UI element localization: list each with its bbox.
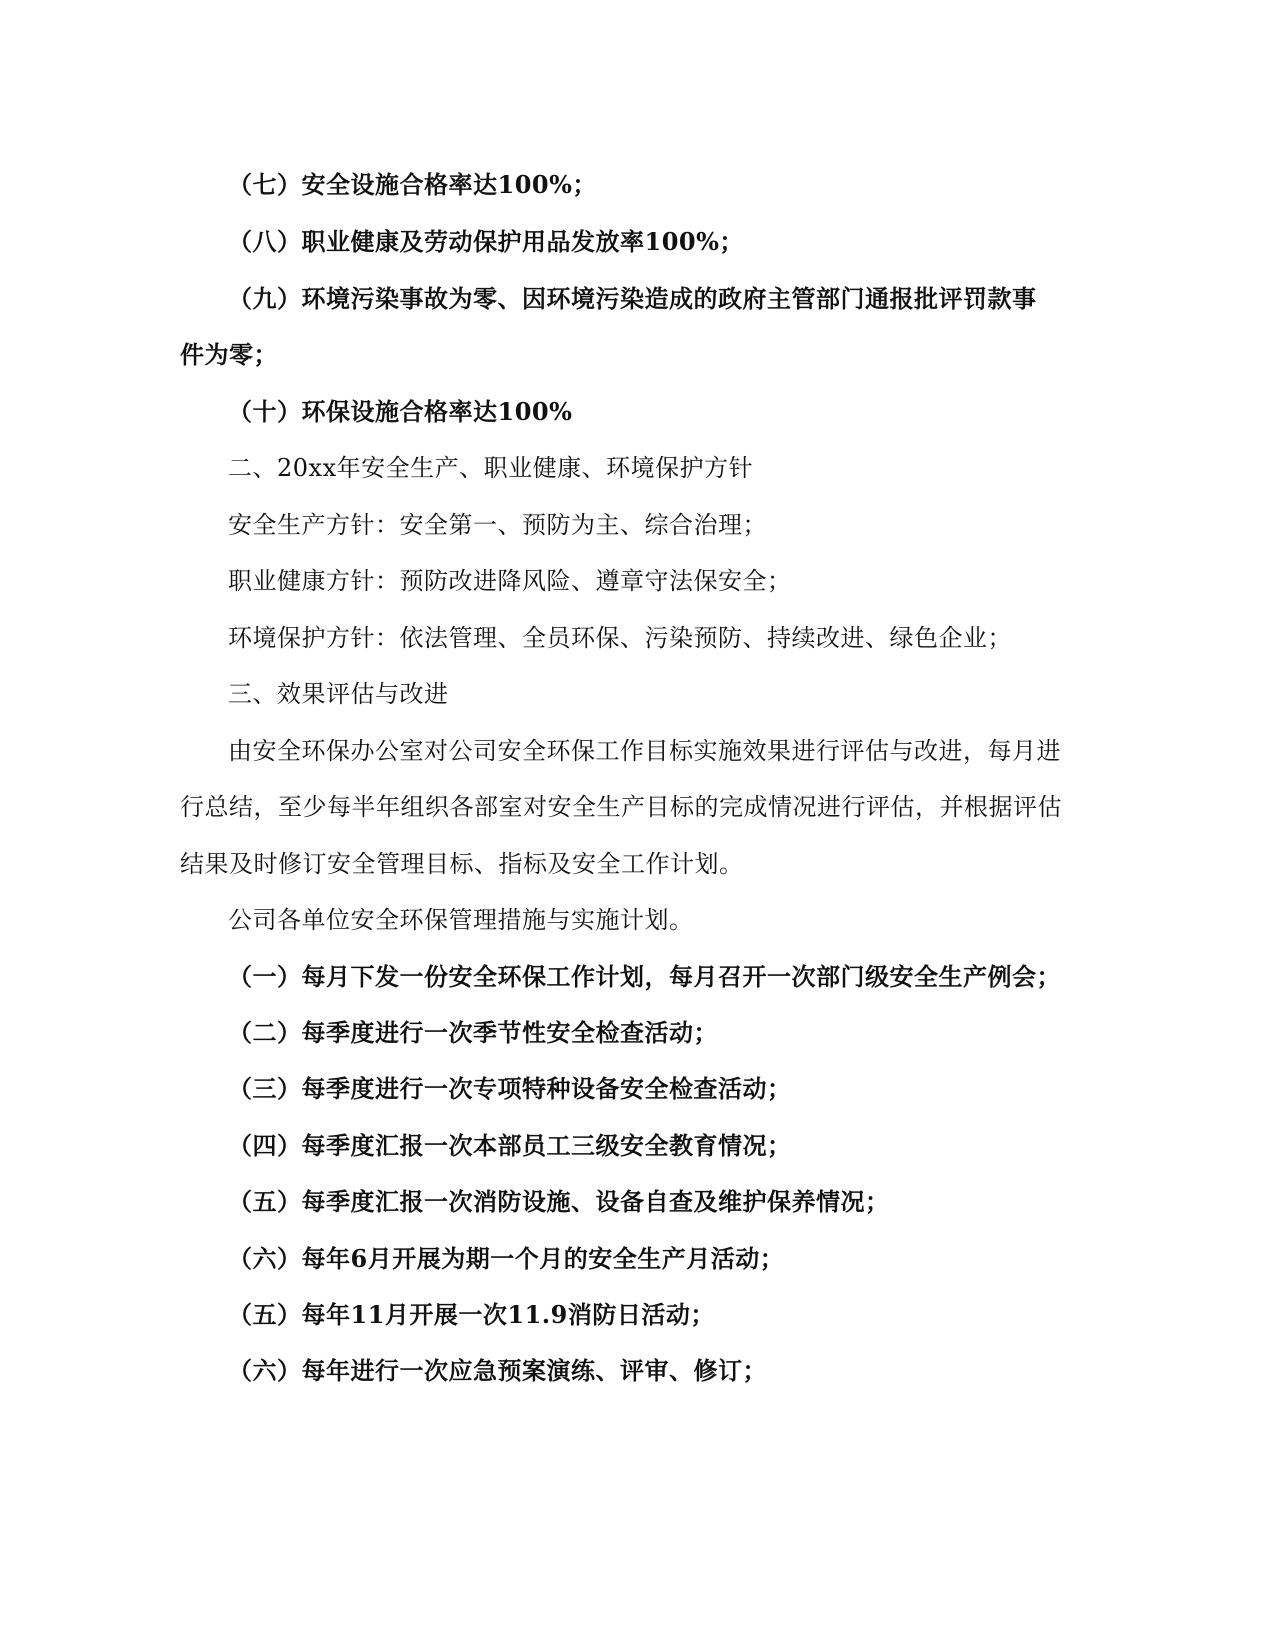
goal-item-7: （七）安全设施合格率达100%；	[228, 170, 597, 199]
measure-item-3: （三）每季度进行一次专项特种设备安全检查活动；	[228, 1074, 792, 1103]
measure-item-5: （五）每季度汇报一次消防设施、设备自查及维护保养情况；	[228, 1187, 890, 1216]
goal-item-8: （八）职业健康及劳动保护用品发放率100%；	[228, 227, 744, 256]
measure-item-6b: （六）每年进行一次应急预案演练、评审、修订；	[228, 1356, 767, 1385]
section-heading-2: 二、20xx年安全生产、职业健康、环境保护方针	[228, 454, 754, 482]
measure-item-2: （二）每季度进行一次季节性安全检查活动；	[228, 1018, 718, 1047]
measure-item-5b: （五）每年11月开展一次11.9消防日活动；	[228, 1300, 715, 1329]
measure-item-1: （一）每月下发一份安全环保工作计划，每月召开一次部门级安全生产例会；	[228, 962, 1061, 991]
evaluation-paragraph-line-1: 由安全环保办公室对公司安全环保工作目标实施效果进行评估与改进，每月进	[228, 737, 1061, 765]
health-policy: 职业健康方针：预防改进降风险、遵章守法保安全；	[228, 567, 792, 595]
safety-policy: 安全生产方针：安全第一、预防为主、综合治理；	[228, 511, 767, 539]
goal-item-10: （十）环保设施合格率达100%	[228, 397, 573, 426]
evaluation-paragraph-line-3: 结果及时修订安全管理目标、指标及安全工作计划。	[180, 850, 744, 878]
goal-item-9: （九）环境污染事故为零、因环境污染造成的政府主管部门通报批评罚款事	[228, 284, 1037, 313]
evaluation-paragraph-line-2: 行总结，至少每半年组织各部室对安全生产目标的完成情况进行评估，并根据评估	[180, 793, 1062, 821]
environment-policy: 环境保护方针：依法管理、全员环保、污染预防、持续改进、绿色企业；	[228, 624, 1012, 652]
measures-intro: 公司各单位安全环保管理措施与实施计划。	[228, 906, 694, 934]
section-heading-3: 三、效果评估与改进	[228, 680, 449, 708]
measure-item-4: （四）每季度汇报一次本部员工三级安全教育情况；	[228, 1131, 792, 1160]
goal-item-9-continued: 件为零；	[180, 340, 278, 369]
measure-item-6: （六）每年6月开展为期一个月的安全生产月活动；	[228, 1244, 785, 1273]
